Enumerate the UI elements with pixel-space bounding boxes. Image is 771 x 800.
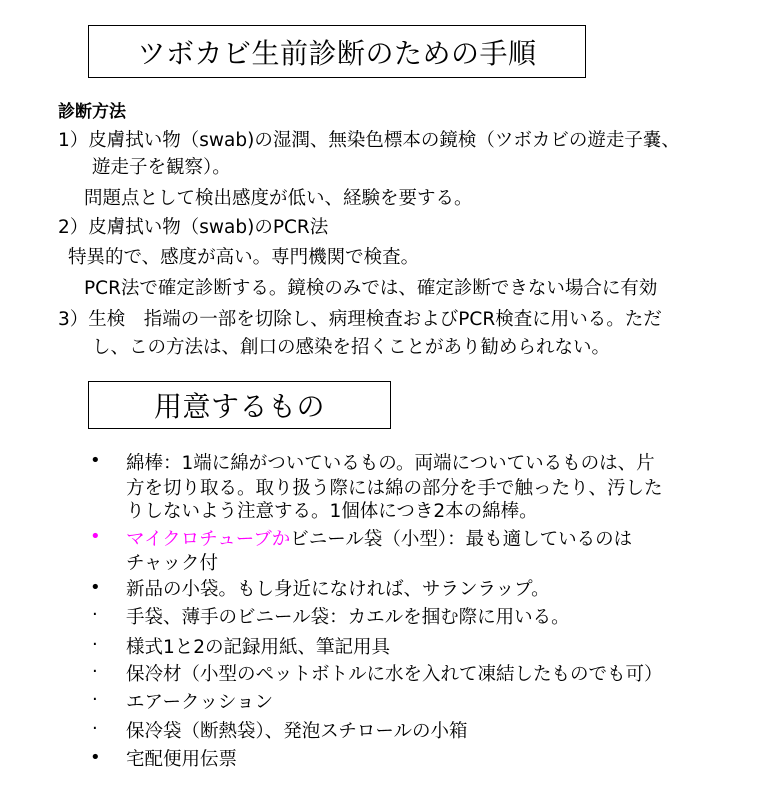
bullet-icon: · <box>92 604 98 625</box>
method-line-4: 2）皮膚拭い物（swab)のPCR法 <box>58 217 329 238</box>
bullet-icon: • <box>90 747 101 768</box>
main-title-box <box>88 25 586 78</box>
item-1-line-3: りしないよう注意する。1個体につき2本の綿棒。 <box>126 501 538 522</box>
method-line-2: 遊走子を観察）。 <box>92 157 231 178</box>
supplies-title-box <box>88 381 391 429</box>
section-heading-diagnosis: 診断方法 <box>58 102 126 122</box>
method-line-1: 1）皮膚拭い物（swab)の湿潤、無染色標本の鏡検（ツボカビの遊走子嚢、 <box>58 130 680 151</box>
bullet-icon: · <box>92 689 98 710</box>
item-7: エアークッション <box>126 692 274 713</box>
method-line-8: し、この方法は、創口の感染を招くことがあり勧められない。 <box>92 337 611 358</box>
item-3: 新品の小袋。もし身近になければ、サランラップ。 <box>126 579 550 600</box>
item-2-rest: ビニール袋（小型）：最も適しているのは <box>290 529 633 550</box>
bullet-icon: • <box>90 450 101 471</box>
item-2-line-2: チャック付 <box>126 553 218 574</box>
item-1-line-1: 綿棒：1端に綿がついているもの。両端についているものは、片 <box>126 453 655 474</box>
bullet-icon: • <box>90 577 101 598</box>
supplies-title: 用意するもの <box>153 390 325 423</box>
bullet-icon: · <box>92 634 98 655</box>
method-line-3: 問題点として検出感度が低い、経験を要する。 <box>84 188 473 209</box>
method-line-6: PCR法で確定診断する。鏡検のみでは、確定診断できない場合に有効 <box>84 278 658 299</box>
method-line-5: 特異的で、感度が高い。専門機関で検査。 <box>68 247 420 268</box>
item-1-line-2: 方を切り取る。取り扱う際には綿の部分を手で触ったり、汚した <box>126 478 663 499</box>
item-6: 保冷材（小型のペットボトルに水を入れて凍結したものでも可） <box>126 664 663 685</box>
bullet-icon: · <box>92 718 98 739</box>
item-4: 手袋、薄手のビニール袋：カエルを掴む際に用いる。 <box>126 607 570 628</box>
item-5: 様式1と2の記録用紙、筆記用具 <box>126 637 391 658</box>
bullet-icon: • <box>90 526 101 547</box>
method-line-7: 3）生検 指端の一部を切除し、病理検査およびPCR検査に用いる。ただ <box>58 309 662 330</box>
item-2-highlight: マイクロチューブか <box>126 529 291 550</box>
item-2-line-1 <box>126 525 632 551</box>
bullet-icon: · <box>92 661 98 682</box>
item-8: 保冷袋（断熱袋）、発泡スチロールの小箱 <box>126 721 468 742</box>
item-9: 宅配便用伝票 <box>126 749 238 770</box>
main-title: ツボカビ生前診断のための手順 <box>137 36 537 70</box>
